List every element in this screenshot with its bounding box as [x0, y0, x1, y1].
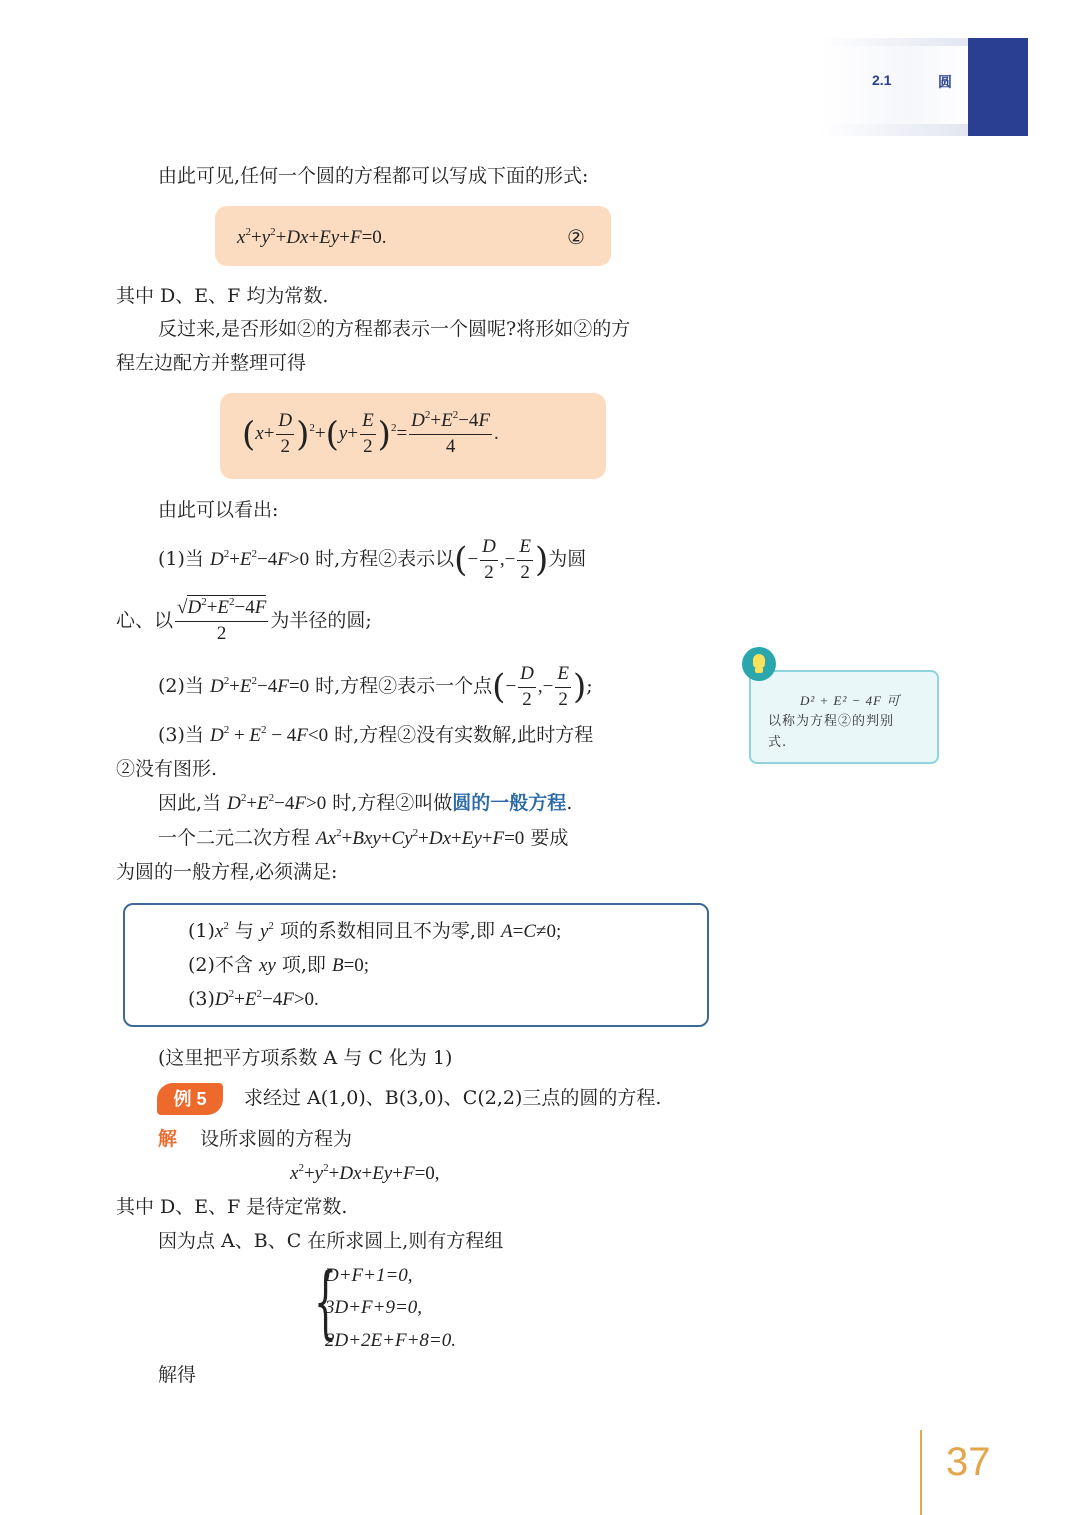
completed-square-box	[220, 393, 606, 479]
tip-line-3: 式.	[768, 735, 788, 750]
general-equation: $x^2+y^2+Dx+Ey+F=0$.	[237, 226, 387, 248]
example-statement: 求经过 A(1,0)、B(3,0)、C(2,2)三点的圆的方程.	[244, 1087, 662, 1109]
paragraph-question-line1: 反过来,是否形如②的方程都表示一个圆呢?将形如②的方	[158, 318, 631, 340]
condition-2: (2)不含 xy 项,即 B=0;	[188, 954, 370, 976]
paragraph-intro: 由此可见,任何一个圆的方程都可以写成下面的形式:	[158, 165, 589, 187]
paragraph-observe: 由此可以看出:	[158, 499, 279, 521]
case-1-line1: (1)当 $D^2+E^2-4F>0$ 时,方程②表示以(− $\frac{D}{2}$ ,− $\frac{E}{2}$ )为圆	[158, 536, 587, 583]
tip-line-2: 以称为方程②的判别	[768, 714, 895, 729]
paragraph-quadratic-line2: 为圆的一般方程,必须满足:	[116, 861, 338, 883]
lightbulb-icon	[742, 647, 776, 681]
solution-step-4: 解得	[158, 1364, 197, 1386]
section-title: 圆	[938, 75, 952, 91]
solution-step-1: 设所求圆的方程为	[200, 1128, 353, 1150]
solution-step-3: 因为点 A、B、C 在所求圆上,则有方程组	[158, 1230, 504, 1252]
term-general-equation: 圆的一般方程	[452, 792, 567, 814]
case-3-line1: (3)当 $D^2 + E^2 - 4F<0$ 时,方程②没有实数解,此时方程	[158, 724, 594, 746]
case-2: (2)当 $D^2+E^2-4F=0$ 时,方程②表示一个点(− $\frac{D}{2}$ ,− $\frac{E}{2}$ );	[158, 663, 593, 710]
system-equation-1: D+F+1=0,	[325, 1265, 413, 1286]
condition-3: $(3)D^2+E^2-4F>0$.	[188, 988, 319, 1010]
solution-label: 解	[158, 1128, 178, 1150]
section-number: 2.1	[872, 72, 892, 88]
system-equation-2: 3D+F+9=0,	[325, 1297, 423, 1318]
general-equation-box	[215, 206, 611, 266]
tip-line-1: D² + E² − 4F 可	[800, 693, 901, 708]
page-number: 37	[946, 1440, 991, 1484]
case-1-line2: 心、以 $\frac{√D^2+E^2-4F}{2}$ 为半径的圆;	[116, 596, 372, 644]
paragraph-quadratic-line1: 一个二元二次方程 $Ax^2+Bxy+Cy^2+Dx+Ey+F=0$ 要成	[158, 827, 569, 849]
equation-label: ②	[567, 225, 585, 249]
solution-equation: $x^2+y^2+Dx+Ey+F=0$,	[290, 1162, 440, 1184]
paragraph-question-line2: 程左边配方并整理可得	[116, 352, 307, 374]
system-brace: {	[314, 1255, 337, 1348]
paragraph-constants: 其中 D、E、F 均为常数.	[116, 285, 329, 307]
case-3-line2: ②没有图形.	[116, 758, 218, 780]
condition-1: $(1)x^2$ 与 $y^2$ 项的系数相同且不为零,即 A=C≠0;	[188, 920, 562, 942]
page-number-rule	[920, 1430, 922, 1515]
completed-square-equation: (x+ $\frac{D}{2}$ )$^2$+(y+ $\frac{E}{2}$ )$^2$= $\frac{D^2+E^2-4F}{4}$ .	[242, 409, 499, 457]
example-badge: 例 5	[157, 1083, 223, 1115]
system-equation-3: 2D+2E+F+8=0.	[325, 1330, 456, 1351]
coefficient-note: (这里把平方项系数 A 与 C 化为 1)	[158, 1047, 453, 1069]
solution-step-2: 其中 D、E、F 是待定常数.	[116, 1196, 348, 1218]
chapter-header-tab	[820, 38, 1028, 136]
paragraph-definition: 因此,当 $D^2+E^2-4F>0$ 时,方程②叫做圆的一般方程.	[158, 792, 573, 814]
